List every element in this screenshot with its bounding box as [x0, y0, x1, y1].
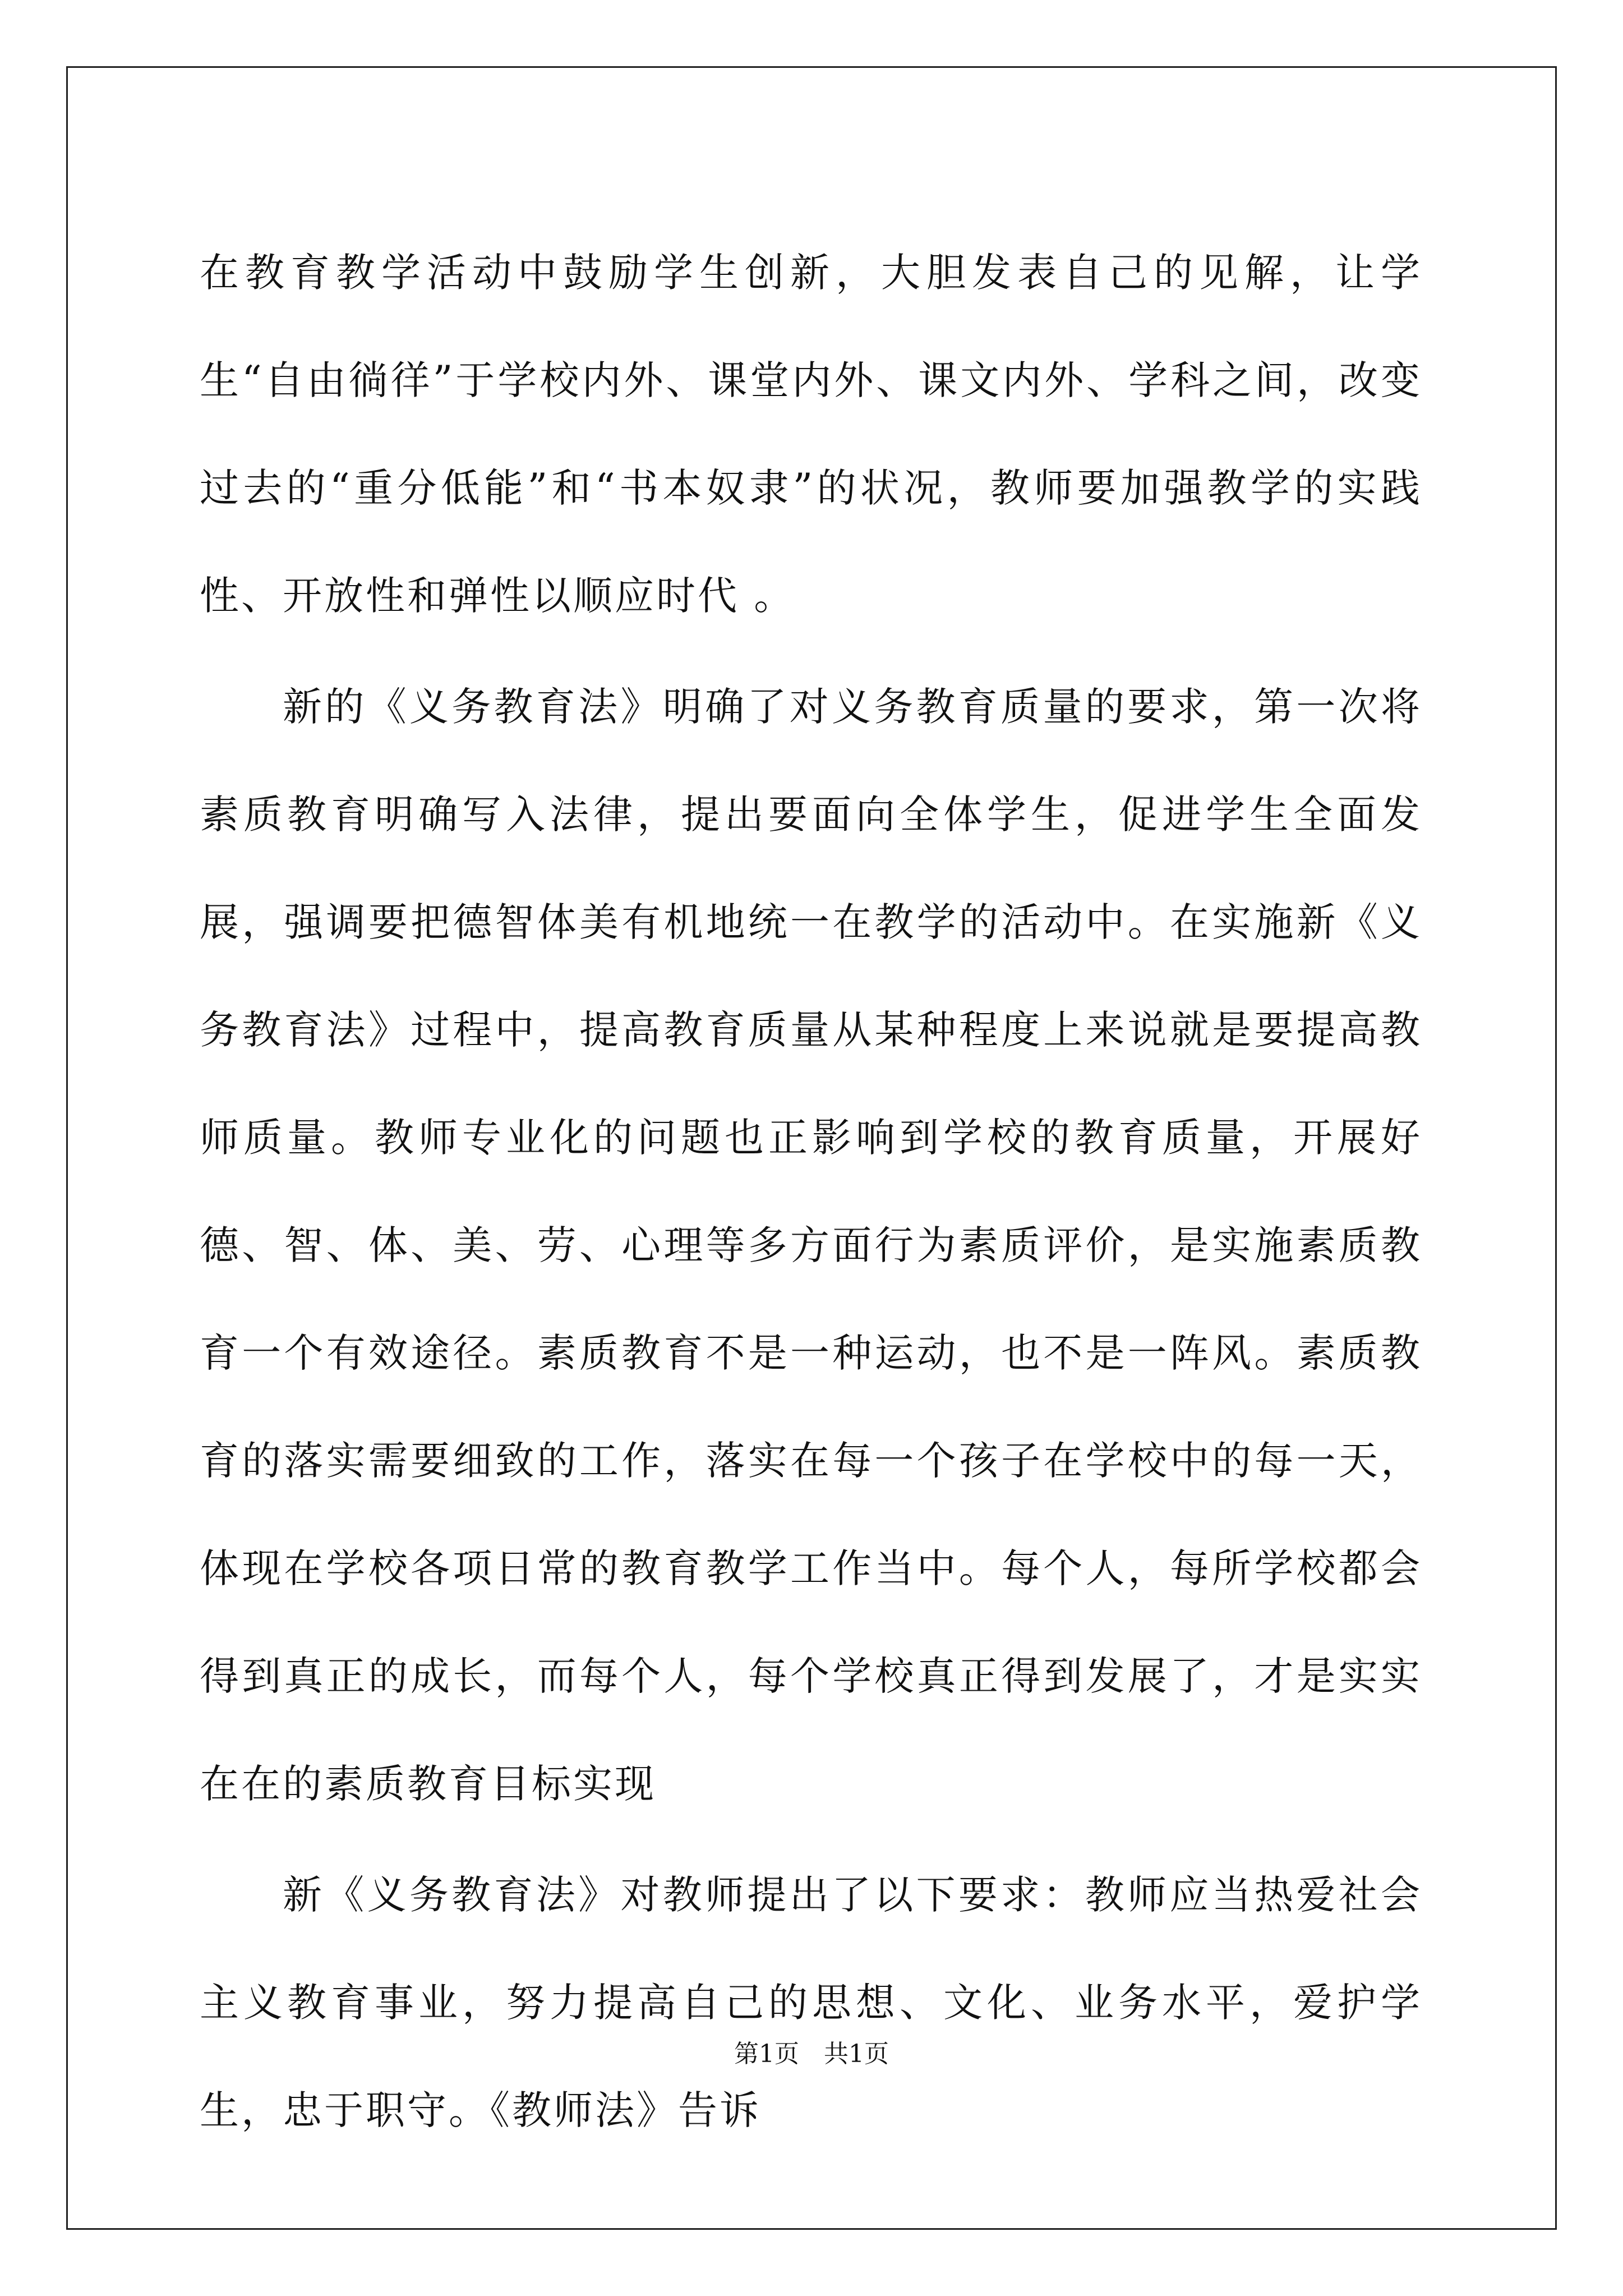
paragraph-3: 新《义务教育法》对教师提出了以下要求：教师应当热爱社会主义教育事业，努力提高自己的思想、文化、业务水平，爱护学生，忠于职守。《教师法》告诉 [200, 1872, 1422, 2133]
paragraph-1: 在教育教学活动中鼓励学生创新，大胆发表自己的见解，让学生“自由徜徉”于学校内外、课堂内外、课文内外、学科之间，改变过去的“重分低能”和“书本奴隶”的状况，教师要加强教学的实践性、开放性和弹性以顺应时代 。 [200, 250, 1422, 619]
document-body [200, 219, 1422, 2168]
paragraph-2: 新的《义务教育法》明确了对义务教育质量的要求，第一次将素质教育明确写入法律，提出要面向全体学生，促进学生全面发展，强调要把德智体美有机地统一在教学的活动中。在实施新《义务教育法》过程中，提高教育质量从某种程度上来说就是要提高教师质量。教师专业化的问题也正影响到学校的教育质量，开展好德、智、体、美、劳、心理等多方面行为素质评价，是实施素质教育一个有效途径。素质教育不是一种运动，也不是一阵风。素质教育的落实需要细致的工作，落实在每一个孩子在学校中的每一天，体现在学校各项日常的教育教学工作当中。每个人，每所学校都会得到真正的成长，而每个人，每个学校真正得到发展了，才是实实在在的素质教育目标实现 [200, 684, 1422, 1807]
page-number-footer: 第1页 共1页 [734, 2040, 889, 2068]
